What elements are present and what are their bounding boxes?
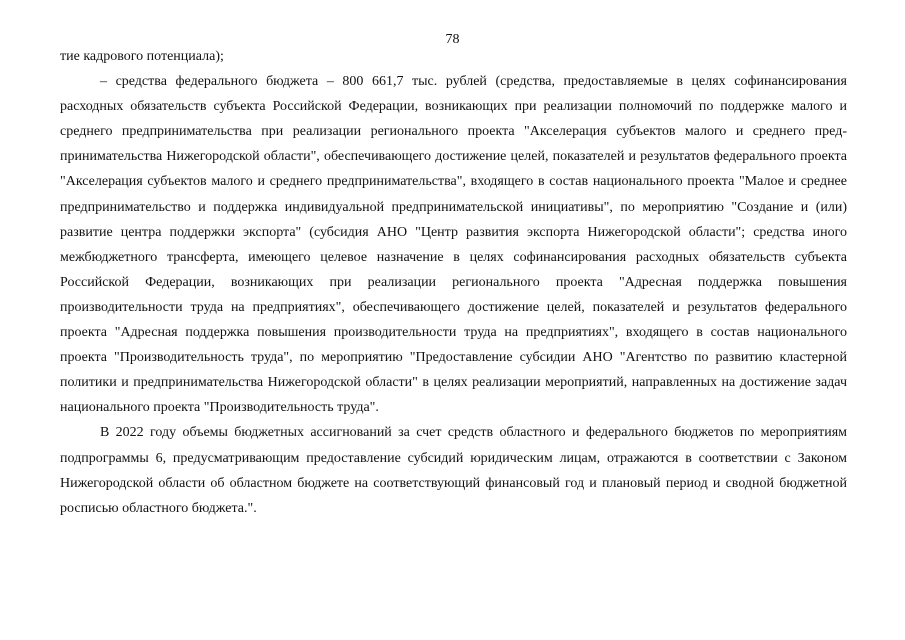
paragraph-continuation: тие кадрового потенциала); [60,49,224,64]
document-body [60,44,847,521]
page-number: 78 [445,32,460,47]
paragraph-2022-allocations: В 2022 году объемы бюджетных ассигнований за счет средств областного и федерального бюджетов по мероприятиям подпрограммы 6, предусматривающим предоставление субсидий юридическим лицам, отражаются в соответствии с Законом Нижегородской области об областном бюджете на соответствующий финансовый год и плановый период и сводной бюджетной росписью областного бюджета.". [60,425,847,516]
paragraph-federal-budget: – средства федерального бюджета – 800 661,7 тыс. рублей (средства, предоставляемые в целях софинансирования расходных обязательств субъекта Российской Федерации, возникающих при реализации полномочий по поддержке малого и среднего предпринимательства при реализации регионального проекта "Акселерация субъектов малого и среднего предпринимательства Нижегородской области", обеспечивающего достижение целей, показателей и результатов федерального проекта "Акселерация субъектов малого и среднего предпринимательства", входящего в состав национального проекта "Малое и среднее предпринимательство и поддержка индивидуальной предпринимательской инициативы", по мероприятию "Создание и (или) развитие центра поддержки экспорта" (субсидия АНО "Центр развития экспорта Нижегородской области"; средства иного межбюджетного трансферта, имеющего целевое назначение в целях софинансирования расходных обязательств субъекта Российской Федерации, возникающих при реализации регионального проекта "Адресная поддержка повышения производительности труда на предприятиях", обеспечивающего достижение целей, показателей и результатов федерального проекта "Адресная поддержка повышения производительности труда на предприятиях", входящего в состав национального проекта "Производительность труда", по мероприятию "Предоставление субсидии АНО "Агентство по развитию кластерной политики и предпринимательства Нижегородской области" в целях реализации мероприятий, направленных на достижение задач национального проекта "Производительность труда". [60,74,847,416]
